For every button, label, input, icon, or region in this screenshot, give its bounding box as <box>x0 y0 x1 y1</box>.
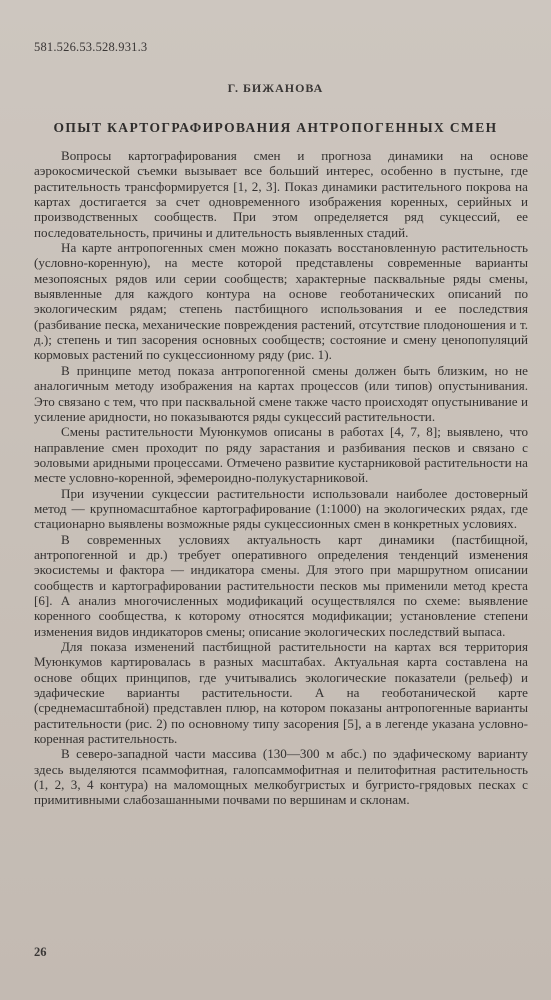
paragraph: Смены растительности Муюнкумов описаны в работах [4, 7, 8]; выявлено, что направление смен проходит по ряду зарастания и разбивания песков и связано с эоловыми аридными процессами. Отмечено развитие кустарниковой растительности на месте условно-коренной, эфемероидно-полукустарниковой. <box>34 424 528 486</box>
paragraph: В принципе метод показа антропогенной смены должен быть близким, но не аналогичным методу изображения на картах процессов (или типов) опустынивания. Это связано с тем, что при пасквальной смене также часто происходят опустынивание и усиление аридности, но показываются ряды сукцессий растительности. <box>34 362 528 424</box>
author-name: Г. БИЖАНОВА <box>227 81 324 95</box>
paragraph: Для показа изменений пастбищной растительности на картах вся территория Муюнкумов картировалась в разных масштабах. Актуальная карта составлена на основе общих принципов, где учитывались экологические показатели (рельеф) и эдафические варианты растительности. А на геоботанической карте (среднемасштабной) представлен плюр, на котором показаны антропогенные варианты растительности (рис. 2) по основному типу засорения [5], а в легенде указана условно-коренная растительность. <box>34 639 528 747</box>
paragraph: Вопросы картографирования смен и прогноза динамики на основе аэрокосмической съемки вызывает все больший интерес, особенно в пустыне, где растительность трансформируется [1, 2, 3]. Показ динамики растительного покрова на картах достигается за счет одновременного изображения коренных, серийных и производственных сообществ. При этом определяется ряд сукцессий, ее последовательность, причины и длительность выявленных стадий. <box>34 148 528 240</box>
paragraph: В современных условиях актуальность карт динамики (пастбищной, антропогенной и др.) требует оперативного определения тенденций изменения экосистемы и фактора — индикатора смены. Для этого при маршрутном описании сообществ и картографировании растительности песков мы применили метод креста [6]. А анализ многочисленных модификаций осуществлялся по схеме: выявление коренного сообщества, к которому относятся модификации; установление степени изменения видов индикаторов смены; описание экологических последствий выпаса. <box>34 531 528 639</box>
article-body <box>34 148 528 808</box>
page-number: 26 <box>34 945 47 959</box>
udc-code: 581.526.53.528.931.3 <box>34 40 148 54</box>
paragraph: На карте антропогенных смен можно показать восстановленную растительность (условно-коренную), на месте которой представлены современные варианты мезопоясных рядов или серии сообществ; характерные пасквальные ряды смены, выявленные для каждого контура на основе геоботанических описаний по экологическим рядам; степень пастбищного использования и ее последствия (разбивание песка, механические повреждения растений, отсутствие плодоношения и т. д.); степень и тип засорения основных сообществ; состояние и смену ценопопуляций кормовых растений по сукцессионному ряду (рис. 1). <box>34 240 528 363</box>
article-title: ОПЫТ КАРТОГРАФИРОВАНИЯ АНТРОПОГЕННЫХ СМЕН <box>53 120 498 135</box>
paragraph: В северо-западной части массива (130—300 м абс.) по эдафическому варианту здесь выделяются псаммофитная, галопсаммофитная и пелитофитная растительность (1, 2, 3, 4 контура) на маломощных мелкобугристых и бугристо-грядовых песках с примитивными слабозашанными почвами по вершинам и склонам. <box>34 746 528 808</box>
paragraph: При изучении сукцессии растительности использовали наиболее достоверный метод — крупномасштабное картографирование (1:1000) на экологических рядах, где стационарно выявлены возможные ряды сукцессионных смен в конкретных условиях. <box>34 485 528 532</box>
